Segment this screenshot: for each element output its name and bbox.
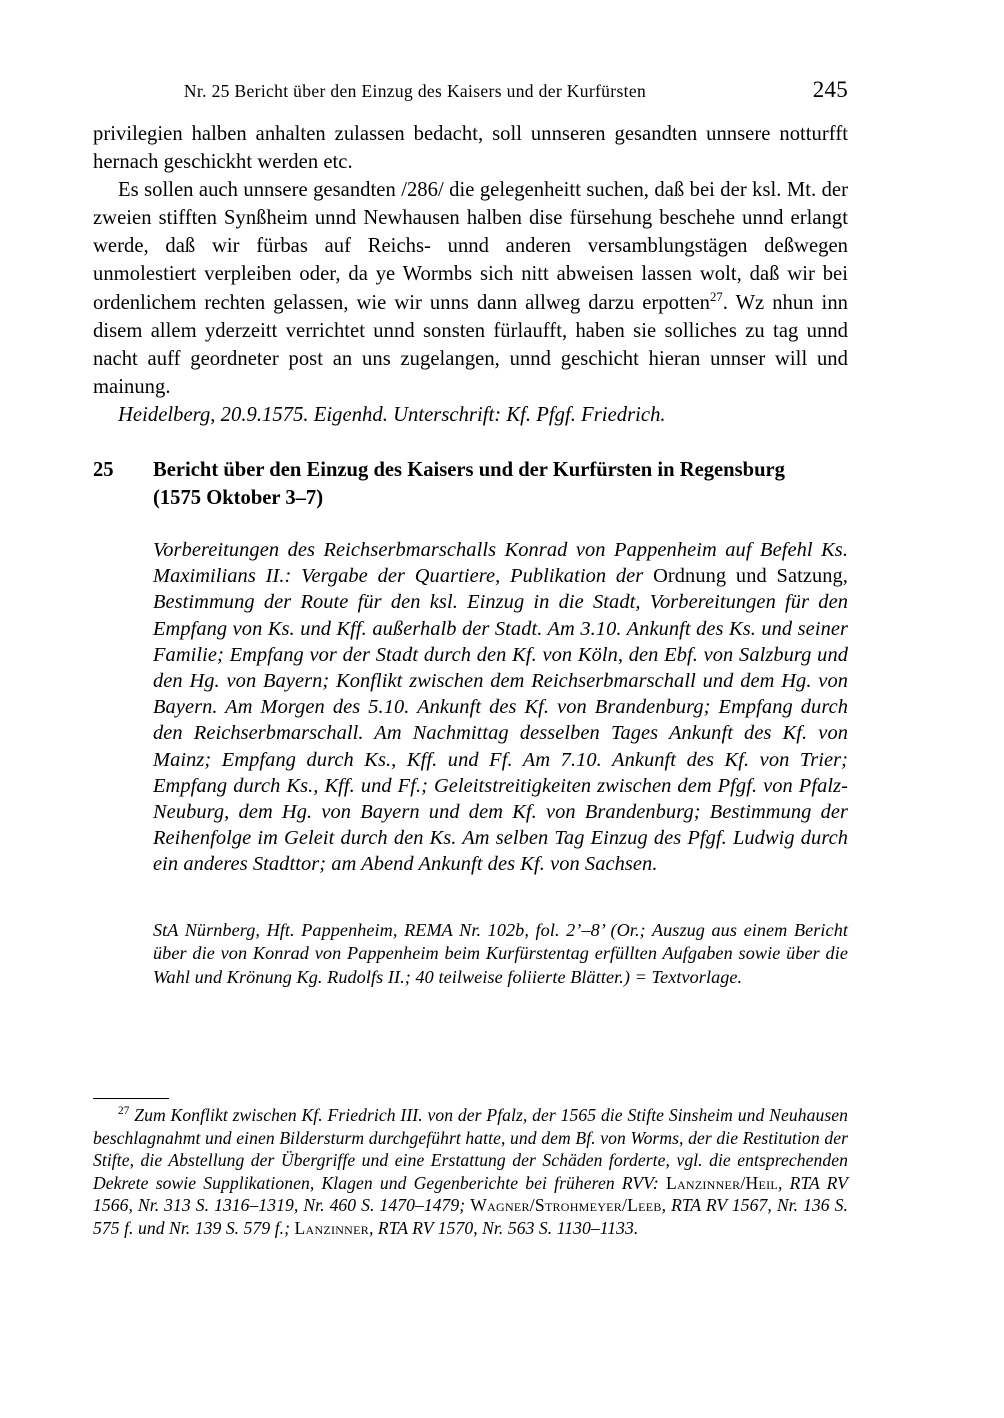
footnote-separator-rule [93,1098,169,1099]
footnote-text-4: , RTA RV 1570, Nr. 563 S. 1130–1133. [368,1217,639,1238]
regest-roman-title: Ordnung und Satzung [653,565,843,588]
running-head [93,79,848,105]
paragraph-instructions-text-after-footnote: . Wz nhun inn disem allem yderzeitt verrichtet unnd sonsten fürlaufft, haben sie solliches zu tag unnd nacht auff geordneter post an uns zugelangen, unnd geschicht hieran unnser will und mainung. [93,291,848,398]
footnote-author-3: Lanzinner [294,1217,369,1238]
footnote-text-1: Zum Konflikt zwischen Kf. Friedrich III. von der Pfalz, der 1565 die Stifte Sinsheim und Neuhausen beschlagnahmt und einen Bildersturm durchgeführt hatte, und dem Bf. von Worms, der die Restitution der Stifte, die Abstellung der Übergriffe und eine Erstattung der Schäden forderte, vgl. die entsprechenden Dekrete sowie Supplikationen, Klagen und Gegenberichte bei früheren RVV: [93,1105,848,1193]
paragraph-continued: privilegien halben anhalten zulassen bedacht, soll unnseren gesandten unnsere notturfft hernach geschickht werden etc. [93,123,848,174]
body-text-block [93,120,848,429]
footnote-author-2: Wagner/Strohmeyer/Leeb [470,1195,662,1216]
footnote-author-1: Lanzinner/Heil [665,1172,778,1193]
footnote-reference-27[interactable]: 27 [710,289,723,304]
closing-dateline: Heidelberg, 20.9.1575. Eigenhd. Unterschrift: Kf. Pfgf. Friedrich. [118,403,666,426]
regest-summary [153,537,848,878]
footnote-text-2: , RTA RV 1566, Nr. 313 S. 1316–1319, Nr. 460 S. 1470–1479; [93,1172,848,1216]
paragraph-instructions-text-before-footnote: Es sollen auch unnsere gesandten /286/ die gelegenheitt suchen, daß bei der ksl. Mt. der zweien stifften Synßheim unnd Newhausen halben dise fürsehung beschehe unnd erlangt werde, daß wir fürbas auf Reichs- unnd anderen versamblungstägen deßwegen unmolestiert verpleiben oder, da ye Wormbs sich nitt abweisen lassen wolt, daß wir bei ordenlichem rechten gelassen, wie wir unns dann allweg darzu erpotten [93,179,848,314]
section-title [153,456,848,512]
regest-part-1: Vorbereitungen des Reichserbmarschalls Konrad von Pappenheim auf Befehl Ks. Maximilians II.: Vergabe der Quartiere, Publikation der [153,539,848,588]
section-title-line-2: (1575 Oktober 3–7) [153,487,324,509]
regest-part-2: , Bestimmung der Route für den ksl. Einzug in die Stadt, Vorbereitungen für den Empfang von Ks. und Kff. außerhalb der Stadt. Am 3.10. Ankunft des Ks. und seiner Familie; Empfang vor der Stadt durch den Kf. von Köln, den Ebf. von Salzburg und den Hg. von Bayern; Konflikt zwischen dem Reichserbmarschall und dem Hg. von Bayern. Am Morgen des 5.10. Ankunft des Kf. von Brandenburg; Empfang durch den Reichserbmarschall. Am Nachmittag desselben Tages Ankunft des Kf. von Mainz; Empfang durch Ks., Kff. und Ff. Am 7.10. Ankunft des Kf. von Trier; Empfang durch Ks., Kff. und Ff.; Geleitstreitigkeiten zwischen dem Pfgf. von Pfalz-Neuburg, dem Hg. von Bayern und dem Kf. von Brandenburg; Bestimmung der Reihenfolge im Geleit durch den Ks. Am selben Tag Einzug des Pfgf. Ludwig durch ein anderes Stadttor; am Abend Ankunft des Kf. von Sachsen. [153,565,848,876]
page-number: 245 [812,77,848,102]
archival-source-note: StA Nürnberg, Hft. Pappenheim, REMA Nr. 102b, fol. 2’–8’ (Or.; Auszug aus einem Bericht über die von Konrad von Pappenheim beim Kurfürstentag erfüllten Aufgaben sowie über die Wahl und Krönung Kg. Rudolfs II.; 40 teilweise foliierte Blätter.) = Textvorlage. [153,920,848,987]
footnote-27 [93,1104,848,1240]
running-head-title: Nr. 25 Bericht über den Einzug des Kaisers und der Kurfürsten [183,81,647,101]
section-title-line-1: Bericht über den Einzug des Kaisers und der Kurfürsten in Regensburg [153,459,785,481]
section-heading [93,456,848,512]
footnote-text-3: , RTA RV 1567, Nr. 136 S. 575 f. und Nr. 139 S. 579 f.; [93,1195,848,1238]
footnote-block [93,1104,848,1240]
paragraph-instructions [93,176,848,401]
section-number: 25 [93,459,114,481]
footnote-number-27: 27 [118,1105,130,1118]
